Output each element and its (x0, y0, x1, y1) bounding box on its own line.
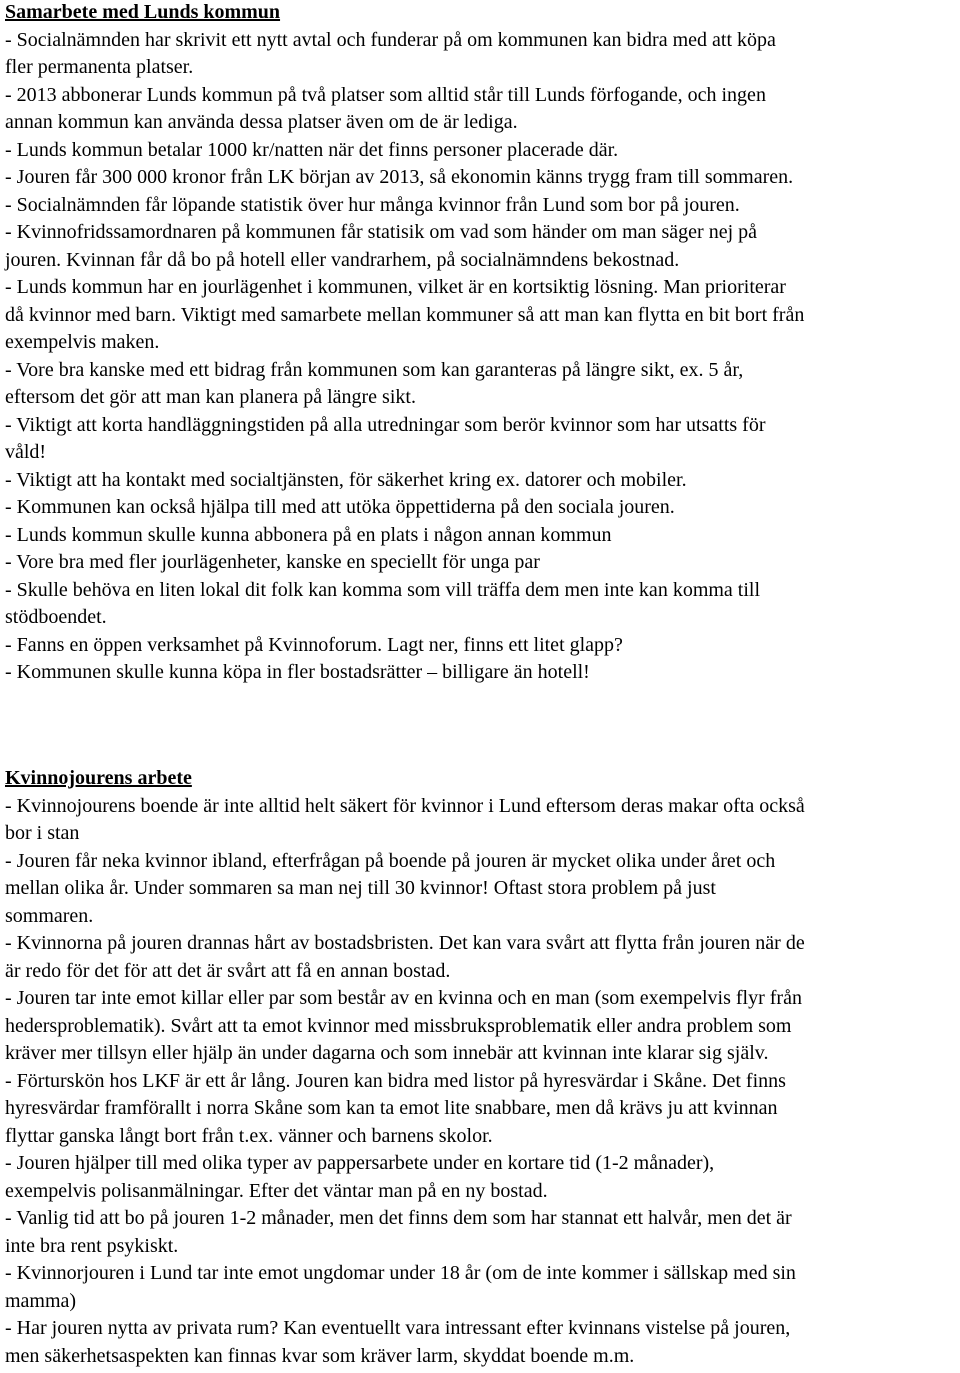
text-line: kräver mer tillsyn eller hjälp än under dagarna och som innebär att kvinnan inte klarar sig själv. (5, 1042, 769, 1064)
text-line: - Socialnämnden får löpande statistik över hur många kvinnor från Lund som bor på jouren. (5, 193, 740, 216)
text-line: - Kommunen skulle kunna köpa in fler bostadsrätter – billigare än hotell! (5, 661, 590, 683)
text-line: - Skulle behöva en liten lokal dit folk kan komma som vill träffa dem men inte kan komma till (5, 578, 761, 601)
text-line: hedersproblematik). Svårt att ta emot kvinnor med missbruksproblematik eller andra problem som (5, 1014, 792, 1037)
text-line: sommaren. (5, 904, 94, 927)
text-line: - Jouren hjälper till med olika typer av pappersarbete under en kortare tid (1-2 månader), (5, 1152, 715, 1174)
text-line: - Viktigt att korta handläggningstiden på alla utredningar som berör kvinnor som har utsatts för (5, 413, 766, 436)
section-title: Samarbete med Lunds kommun (5, 1, 281, 23)
text-line: - Jouren får 300 000 kronor från LK början av 2013, så ekonomin känns trygg fram till sommaren. (5, 166, 794, 188)
text-line: våld! (5, 441, 47, 463)
text-line: - Fanns en öppen verksamhet på Kvinnoforum. Lagt ner, finns ett litet glapp? (5, 633, 623, 656)
text-line: mellan olika år. Under sommaren sa man nej till 30 kvinnor! Oftast stora problem på just (5, 877, 716, 899)
section-kvinnojourens-arbete (5, 765, 805, 1370)
text-line: - 2013 abbonerar Lunds kommun på två platser som alltid står till Lunds förfogande, och ingen (5, 83, 766, 106)
text-line: - Vore bra kanske med ett bidrag från kommunen som kan garanteras på längre sikt, ex. 5 år, (5, 358, 744, 381)
text-line: - Förturskön hos LKF är ett år lång. Jouren kan bidra med listor på hyresvärdar i Skåne. Det finns (5, 1069, 786, 1092)
text-line: - Kvinnorna på jouren drannas hårt av bostadsbristen. Det kan vara svårt att flytta från jouren när de (5, 932, 805, 954)
text-line: bor i stan (5, 822, 80, 844)
text-line: - Kvinnojourens boende är inte alltid helt säkert för kvinnor i Lund eftersom deras makar ofta också (5, 794, 805, 817)
text-line: fler permanenta platser. (5, 56, 194, 78)
text-line: flyttar ganska långt bort från t.ex. vänner och barnens skolor. (5, 1124, 493, 1147)
text-line: - Vore bra med fler jourlägenheter, kanske en speciellt för unga par (5, 551, 540, 573)
text-line: - Jouren tar inte emot killar eller par som består av en kvinna och en man (som exempelvis flyr från (5, 987, 802, 1009)
text-line: men säkerhetsaspekten kan finnas kvar som kräver larm, skyddat boende m.m. (5, 1344, 635, 1367)
section-body (5, 27, 804, 687)
text-line: mamma) (5, 1289, 77, 1312)
text-line: - Har jouren nytta av privata rum? Kan eventuellt vara intressant efter kvinnans vistelse på jouren, (5, 1317, 791, 1339)
text-line: jouren. Kvinnan får då bo på hotell eller vandrarhem, på socialnämndens bekostnad. (5, 248, 680, 271)
text-line: - Lunds kommun har en jourlägenhet i kommunen, vilket är en kortsiktig lösning. Man prioriterar (5, 276, 786, 298)
section-title: Kvinnojourens arbete (5, 767, 192, 789)
text-line: - Jouren får neka kvinnor ibland, efterfrågan på boende på jouren är mycket olika under året och (5, 849, 776, 872)
text-line: är redo för det för att det är svårt att få en annan bostad. (5, 959, 451, 982)
text-line: då kvinnor med barn. Viktigt med samarbete mellan kommuner så att man kan flytta en bit bort från (5, 303, 805, 326)
text-line: - Kommunen kan också hjälpa till med att utöka öppettiderna på den sociala jouren. (5, 496, 675, 518)
text-line: exempelvis polisanmälningar. Efter det väntar man på en ny bostad. (5, 1179, 548, 1202)
text-line: - Vanlig tid att bo på jouren 1-2 månader, men det finns dem som har stannat ett halvår, men det är (5, 1207, 792, 1229)
section-body (5, 793, 805, 1371)
text-line: - Kvinnorjouren i Lund tar inte emot ungdomar under 18 år (om de inte kommer i sällskap med sin (5, 1262, 796, 1284)
text-line: inte bra rent psykiskt. (5, 1234, 179, 1257)
text-line: stödboendet. (5, 606, 107, 628)
text-line: exempelvis maken. (5, 331, 160, 353)
text-line: hyresvärdar framförallt i norra Skåne som kan ta emot lite snabbare, men då krävs ju att kvinnan (5, 1097, 778, 1119)
text-line: - Socialnämnden har skrivit ett nytt avtal och funderar på om kommunen kan bidra med att köpa (5, 28, 776, 51)
text-line: - Lunds kommun skulle kunna abbonera på en plats i någon annan kommun (5, 523, 612, 546)
text-line: annan kommun kan använda dessa platser även om de är lediga. (5, 111, 518, 133)
text-line: - Lunds kommun betalar 1000 kr/natten när det finns personer placerade där. (5, 138, 619, 161)
section-samarbete (5, 0, 804, 687)
text-line: - Kvinnofridssamordnaren på kommunen får statisik om vad som händer om man säger nej på (5, 221, 758, 243)
text-line: - Viktigt att ha kontakt med socialtjänsten, för säkerhet kring ex. datorer och mobiler. (5, 468, 687, 491)
text-line: eftersom det gör att man kan planera på längre sikt. (5, 386, 416, 408)
